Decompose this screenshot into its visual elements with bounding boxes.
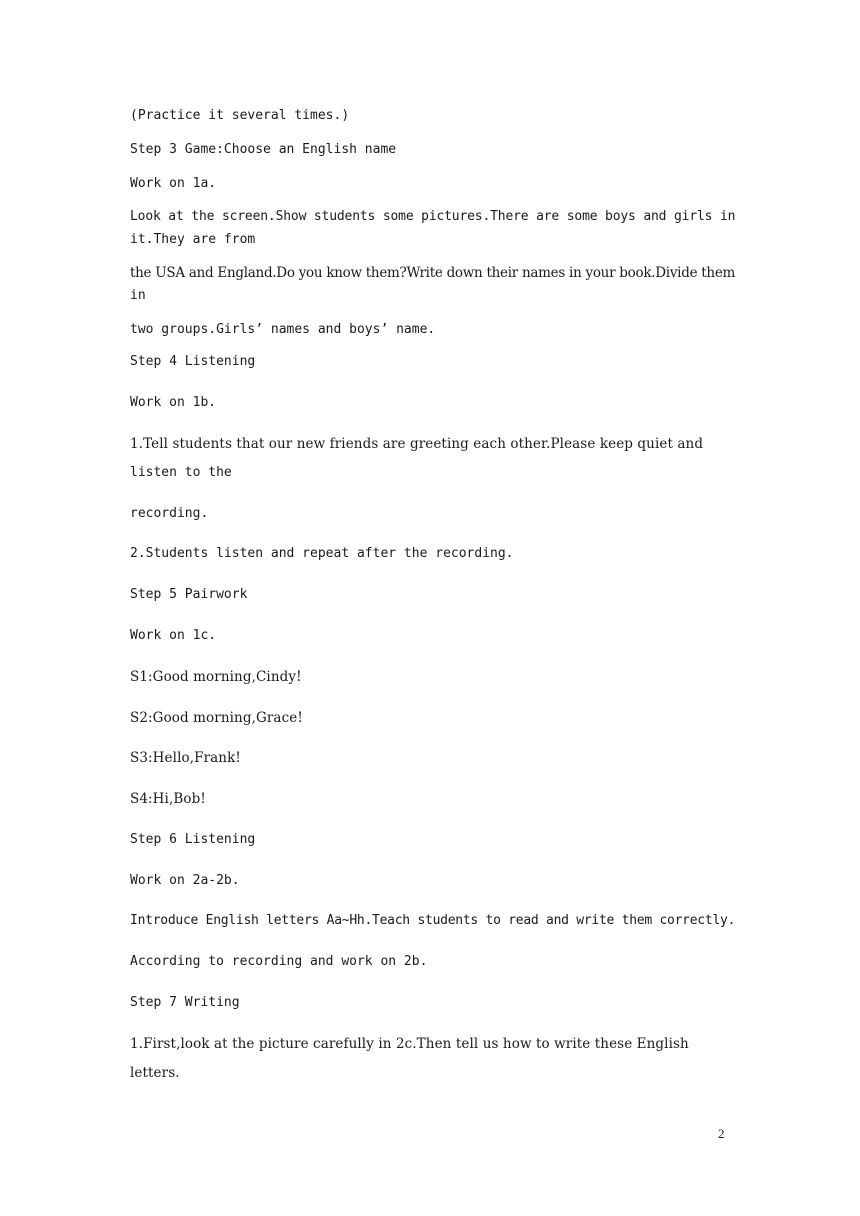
text-line: in	[130, 288, 146, 303]
text-line: the USA and England.Do you know them?Write down their names in your book.Divide them	[130, 265, 736, 281]
dialogue-line: S3:Hello,Frank!	[130, 750, 241, 766]
page-number: 2	[718, 1126, 725, 1141]
step-heading: Step 6 Listening	[130, 832, 256, 847]
step-heading: Step 3 Game:Choose an English name	[130, 142, 397, 157]
text-line: Work on 1c.	[130, 628, 217, 643]
text-line: Work on 1a.	[130, 176, 217, 191]
text-line: Work on 1b.	[130, 395, 217, 410]
dialogue-line: S4:Hi,Bob!	[130, 791, 206, 807]
text-line: listen to the	[130, 465, 232, 480]
text-line: it.They are from	[130, 232, 256, 247]
text-line: Introduce English letters Aa~Hh.Teach students to read and write them correctly.	[130, 913, 736, 928]
dialogue-line: S1:Good morning,Cindy!	[130, 669, 302, 685]
text-line: 1.First,look at the picture carefully in 2c.Then tell us how to write these English	[130, 1036, 689, 1052]
text-line: (Practice it several times.)	[130, 108, 350, 123]
text-line: 1.Tell students that our new friends are greeting each other.Please keep quiet and	[130, 436, 704, 452]
step-heading: Step 5 Pairwork	[130, 587, 248, 602]
text-line: recording.	[130, 506, 209, 521]
text-line: Look at the screen.Show students some pictures.There are some boys and girls in	[130, 209, 736, 224]
text-line: two groups.Girls’ names and boys’ name.	[130, 322, 436, 337]
step-heading: Step 7 Writing	[130, 995, 240, 1010]
dialogue-line: S2:Good morning,Grace!	[130, 710, 303, 726]
step-heading: Step 4 Listening	[130, 354, 256, 369]
text-line: According to recording and work on 2b.	[130, 954, 428, 969]
text-line: letters.	[130, 1065, 180, 1081]
text-line: 2.Students listen and repeat after the recording.	[130, 546, 514, 561]
text-line: Work on 2a-2b.	[130, 873, 240, 888]
